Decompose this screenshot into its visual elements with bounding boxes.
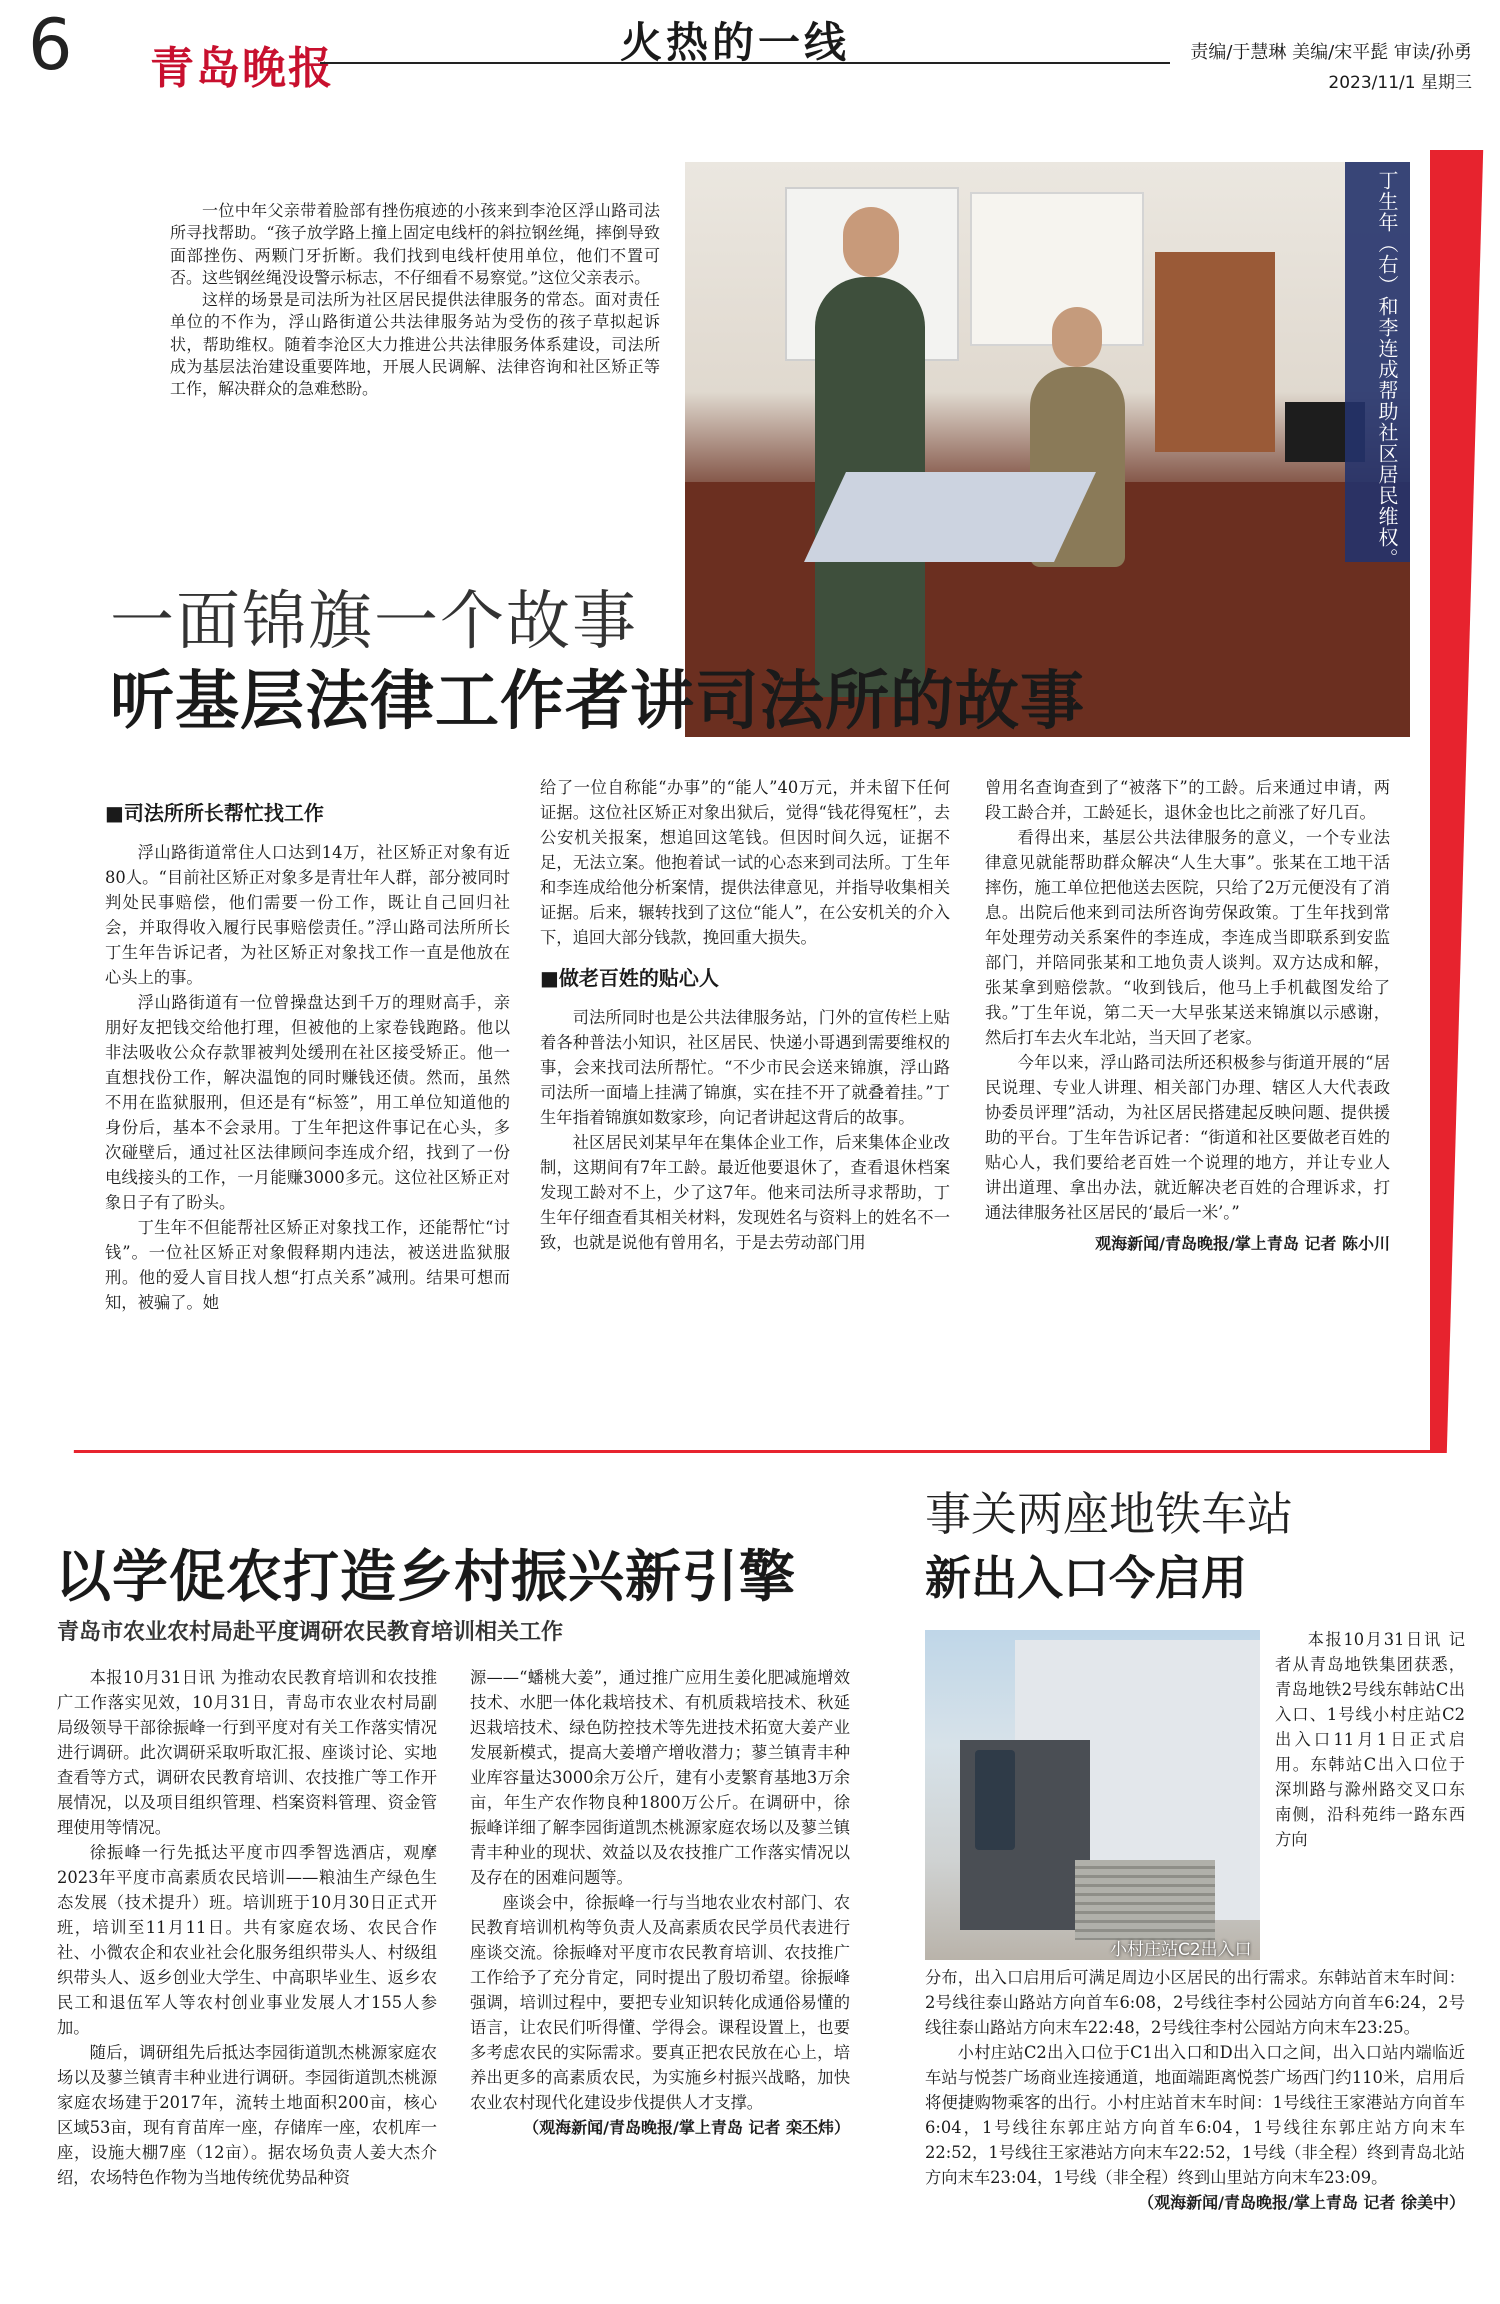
- paragraph: 今年以来，浮山路司法所还积极参与街道开展的“居民说理、专业人讲理、相关部门办理、辖区人大代表政协委员评理”活动，为社区居民搭建起反映问题、提供援助的平台。丁生年告诉记者：“街道和社区要做老百姓的贴心人，我们要给老百姓一个说理的地方，并让专业人讲出道理、拿出办法，就近解决老百姓的合理诉求，打通法律服务社区居民的‘最后一米’。”: [985, 1053, 1390, 1222]
- paragraph: 丁生年不但能帮社区矫正对象找工作，还能帮忙“讨钱”。一位社区矫正对象假释期内违法，被送进监狱服刑。他的爱人盲目找人想“打点关系”减刑。结果可想而知，被骗了。她: [105, 1218, 510, 1312]
- article-3-side-column: [1275, 1627, 1465, 1852]
- paragraph: 曾用名查询查到了“被落下”的工龄。后来通过申请，两段工龄合并，工龄延长，退休金也比之前涨了好几百。: [985, 778, 1390, 822]
- lead-column-2: [540, 775, 950, 1255]
- office-door: [1155, 252, 1275, 452]
- paragraph: 社区居民刘某早年在集体企业工作，后来集体企业改制，这期间有7年工龄。最近他要退休了，查看退休档案发现工龄对不上，少了这7年。他来司法所寻求帮助，丁生年仔细查看其相关材料，发现姓名与资料上的姓名不一致，也就是说他有曾用名，于是去劳动部门用: [540, 1133, 950, 1252]
- article-2-column-1: [57, 1665, 437, 2190]
- lead-intro: [170, 200, 660, 401]
- article-2-column-2: [470, 1665, 850, 2140]
- intro-paragraph: 一位中年父亲带着脸部有挫伤痕迹的小孩来到李沧区浮山路司法所寻找帮助。“孩子放学路上撞上固定电线杆的斜拉钢丝绳，摔倒导致面部挫伤、两颗门牙折断。我们找到电线杆使用单位，他们不置可否。这些钢丝绳没设警示标志，不仔细看不易察觉。”这位父亲表示。: [170, 201, 660, 287]
- subheading: ■司法所所长帮忙找工作: [105, 801, 324, 825]
- editor-credits: 责编/于慧琳 美编/宋平髭 审读/孙勇: [1190, 42, 1472, 63]
- byline: 观海新闻/青岛晚报/掌上青岛 记者 陈小川: [1095, 1234, 1390, 1253]
- byline: （观海新闻/青岛晚报/掌上青岛 记者 徐美中）: [1138, 2193, 1465, 2212]
- subheading: ■做老百姓的贴心人: [540, 966, 719, 990]
- article-3-title-main: 新出入口今启用: [925, 1551, 1247, 1605]
- intro-paragraph: 这样的场景是司法所为社区居民提供法律服务的常态。面对责任单位的不作为，浮山路街道公共法律服务站为受伤的孩子草拟起诉状，帮助维权。随着李沧区大力推进公共法律服务体系建设，司法所成为基层法治建设重要阵地，开展人民调解、法律咨询和社区矫正等工作，解决群众的急难愁盼。: [170, 290, 660, 399]
- article-3-bottom-column: [925, 1965, 1465, 2215]
- section-title: 火热的一线: [620, 18, 851, 67]
- paragraph: 看得出来，基层公共法律服务的意义，一个专业法律意见就能帮助群众解决“人生大事”。张某在工地干活摔伤，施工单位把他送去医院，只给了2万元便没有了消息。出院后他来到司法所咨询劳保政策。丁生年找到常年处理劳动关系案件的李连成，李连成当即联系到安监部门，并陪同张某和工地负责人谈判。双方达成和解，张某拿到赔偿款。“收到钱后，他马上手机截图发给了我。”丁生年说，第二天一大早张某送来锦旗以示感谢，然后打车去火车北站，当天回了老家。: [985, 828, 1390, 1047]
- entrance-stairs: [1075, 1860, 1215, 1940]
- article-2-subtitle: 青岛市农业农村局赴平度调研农民教育培训相关工作: [57, 1620, 564, 1645]
- newspaper-logo: 青岛晚报: [150, 43, 334, 94]
- lead-headline-main: 听基层法律工作者讲司法所的故事: [110, 665, 1085, 739]
- paragraph: 徐振峰一行先抵达平度市四季智选酒店，观摩2023年平度市高素质农民培训——粮油生产绿色生态发展（技术提升）班。培训班于10月30日正式开班，培训至11月11日。共有家庭农场、农民合作社、小微农企和农业社会化服务组织带头人、村级组织带头人、返乡创业大学生、中高职毕业生、返乡农民工和退伍军人等农村创业事业发展人才155人参加。: [57, 1843, 437, 2037]
- documents-on-table: [804, 472, 1096, 562]
- photo-caption: 小村庄站C2出入口: [1110, 1940, 1252, 1960]
- metro-sign-icon: [975, 1750, 1015, 1850]
- paragraph: 浮山路街道有一位曾操盘达到千万的理财高手，亲朋好友把钱交给他打理，但被他的上家卷钱跑路。他以非法吸收公众存款罪被判处缓刑在社区接受矫正。他一直想找份工作，解决温饱的同时赚钱还债。然而，虽然不用在监狱服刑，但还是有“标签”，用工单位知道他的身份后，基本不会录用。丁生年把这件事记在心头，多次碰壁后，通过社区法律顾问李连成介绍，找到了一份电线接头的工作，一月能赚3000多元。这位社区矫正对象日子有了盼头。: [105, 993, 510, 1212]
- paragraph: 源——“蟠桃大姜”，通过推广应用生姜化肥减施增效技术、水肥一体化栽培技术、有机质栽培技术、秋延迟栽培技术、绿色防控技术等先进技术拓宽大姜产业发展新模式，提高大姜增产增收潜力；蓼兰镇青丰种业库容量达3000余万公斤，建有小麦繁育基地3万余亩，年生产农作物良种1800万公斤。在调研中，徐振峰详细了解李园街道凯杰桃源家庭农场以及蓼兰镇青丰种业的现状、效益以及农技推广工作落实情况以及存在的困难问题等。: [470, 1668, 850, 1887]
- issue-date: 2023/11/1 星期三: [1328, 73, 1472, 93]
- paragraph: 给了一位自称能“办事”的“能人”40万元，并未留下任何证据。这位社区矫正对象出狱后，觉得“钱花得冤枉”，去公安机关报案，想追回这笔钱。但因时间久远，证据不足，无法立案。他抱着试一试的心态来到司法所。丁生年和李连成给他分析案情，提供法律意见，并指导收集相关证据。后来，辗转找到了这位“能人”，在公安机关的介入下，追回大部分钱款，挽回重大损失。: [540, 778, 950, 947]
- paragraph: 浮山路街道常住人口达到14万，社区矫正对象有近80人。“目前社区矫正对象多是青壮年人群，部分被同时判处民事赔偿，他们需要一份工作，既让自己回归社会，并取得收入履行民事赔偿责任。”浮山路司法所所长丁生年告诉记者，为社区矫正对象找工作一直是他放在心头上的事。: [105, 843, 510, 987]
- paragraph: 分布，出入口启用后可满足周边小区居民的出行需求。东韩站首末车时间：2号线往泰山路站方向首车6:08，2号线往李村公园站方向首车6:24，2号线往泰山路站方向末车22:48，2号线往李村公园站方向末车23:25。: [925, 1968, 1465, 2037]
- metro-entrance-photo[interactable]: [925, 1630, 1260, 1960]
- lead-headline-secondary: 一面锦旗一个故事: [110, 585, 638, 659]
- paragraph: 司法所同时也是公共法律服务站，门外的宣传栏上贴着各种普法小知识，社区居民、快递小哥遇到需要维权的事，会来找司法所帮忙。“不少市民会送来锦旗，浮山路司法所一面墙上挂满了锦旗，实在挂不开了就叠着挂。”丁生年指着锦旗如数家珍，向记者讲起这背后的故事。: [540, 1008, 950, 1127]
- paragraph: 本报10月31日讯 记者从青岛地铁集团获悉，青岛地铁2号线东韩站C出入口、1号线小村庄站C2出入口11月1日正式启用。东韩站C出入口位于深圳路与滁州路交叉口东南侧，沿科苑纬一路东西方向: [1275, 1630, 1465, 1849]
- lead-column-1: [105, 795, 510, 1315]
- page-number: 6: [28, 4, 73, 86]
- paragraph: 小村庄站C2出入口位于C1出入口和D出入口之间，出入口站内端临近车站与悦荟广场商业连接通道，地面端距离悦荟广场西门约110米，启用后将便捷购物乘客的出行。小村庄站首末车时间：1号线往王家港站方向首车6:04，1号线往东郭庄站方向首车6:04，1号线往东郭庄站方向末车22:52，1号线往王家港站方向末车22:52，1号线（非全程）终到青岛北站方向末车23:04，1号线（非全程）终到山里站方向末车23:09。: [925, 2043, 1465, 2187]
- header-rule: [320, 62, 1170, 64]
- lead-column-3: [985, 775, 1390, 1256]
- article-2-title: 以学促农打造乡村振兴新引擎: [55, 1545, 796, 1610]
- paragraph: 座谈会中，徐振峰一行与当地农业农村部门、农民教育培训机构等负责人及高素质农民学员代表进行座谈交流。徐振峰对平度市农民教育培训、农技推广工作给予了充分肯定，同时提出了殷切希望。徐振峰强调，培训过程中，要把专业知识转化成通俗易懂的语言，让农民们听得懂、学得会。课程设置上，也要多考虑农民的实际需求。要真正把农民放在心上，培养出更多的高素质农民，为实施乡村振兴战略，加快农业农村现代化建设步伐提供人才支撑。: [470, 1893, 850, 2112]
- paragraph: 随后，调研组先后抵达李园街道凯杰桃源家庭农场以及蓼兰镇青丰种业进行调研。李园街道凯杰桃源家庭农场建于2017年，流转土地面积200亩，核心区域53亩，现有育苗库一座，存储库一座，农机库一座，设施大棚7座（12亩）。据农场负责人姜大杰介绍，农场特色作物为当地传统优势品种资: [57, 2043, 437, 2187]
- paragraph: 本报10月31日讯 为推动农民教育培训和农技推广工作落实见效，10月31日，青岛市农业农村局副局级领导干部徐振峰一行到平度对有关工作落实情况进行调研。此次调研采取听取汇报、座谈讨论、实地查看等方式，调研农民教育培训、农技推广等工作开展情况，以及项目组织管理、档案资料管理、资金管理使用等情况。: [57, 1668, 437, 1837]
- byline: （观海新闻/青岛晚报/掌上青岛 记者 栾丕炜）: [523, 2118, 850, 2137]
- article-3-title-secondary: 事关两座地铁车站: [925, 1487, 1293, 1541]
- photo-caption: 丁生年（右）和李连成帮助社区居民维权。: [1375, 170, 1399, 569]
